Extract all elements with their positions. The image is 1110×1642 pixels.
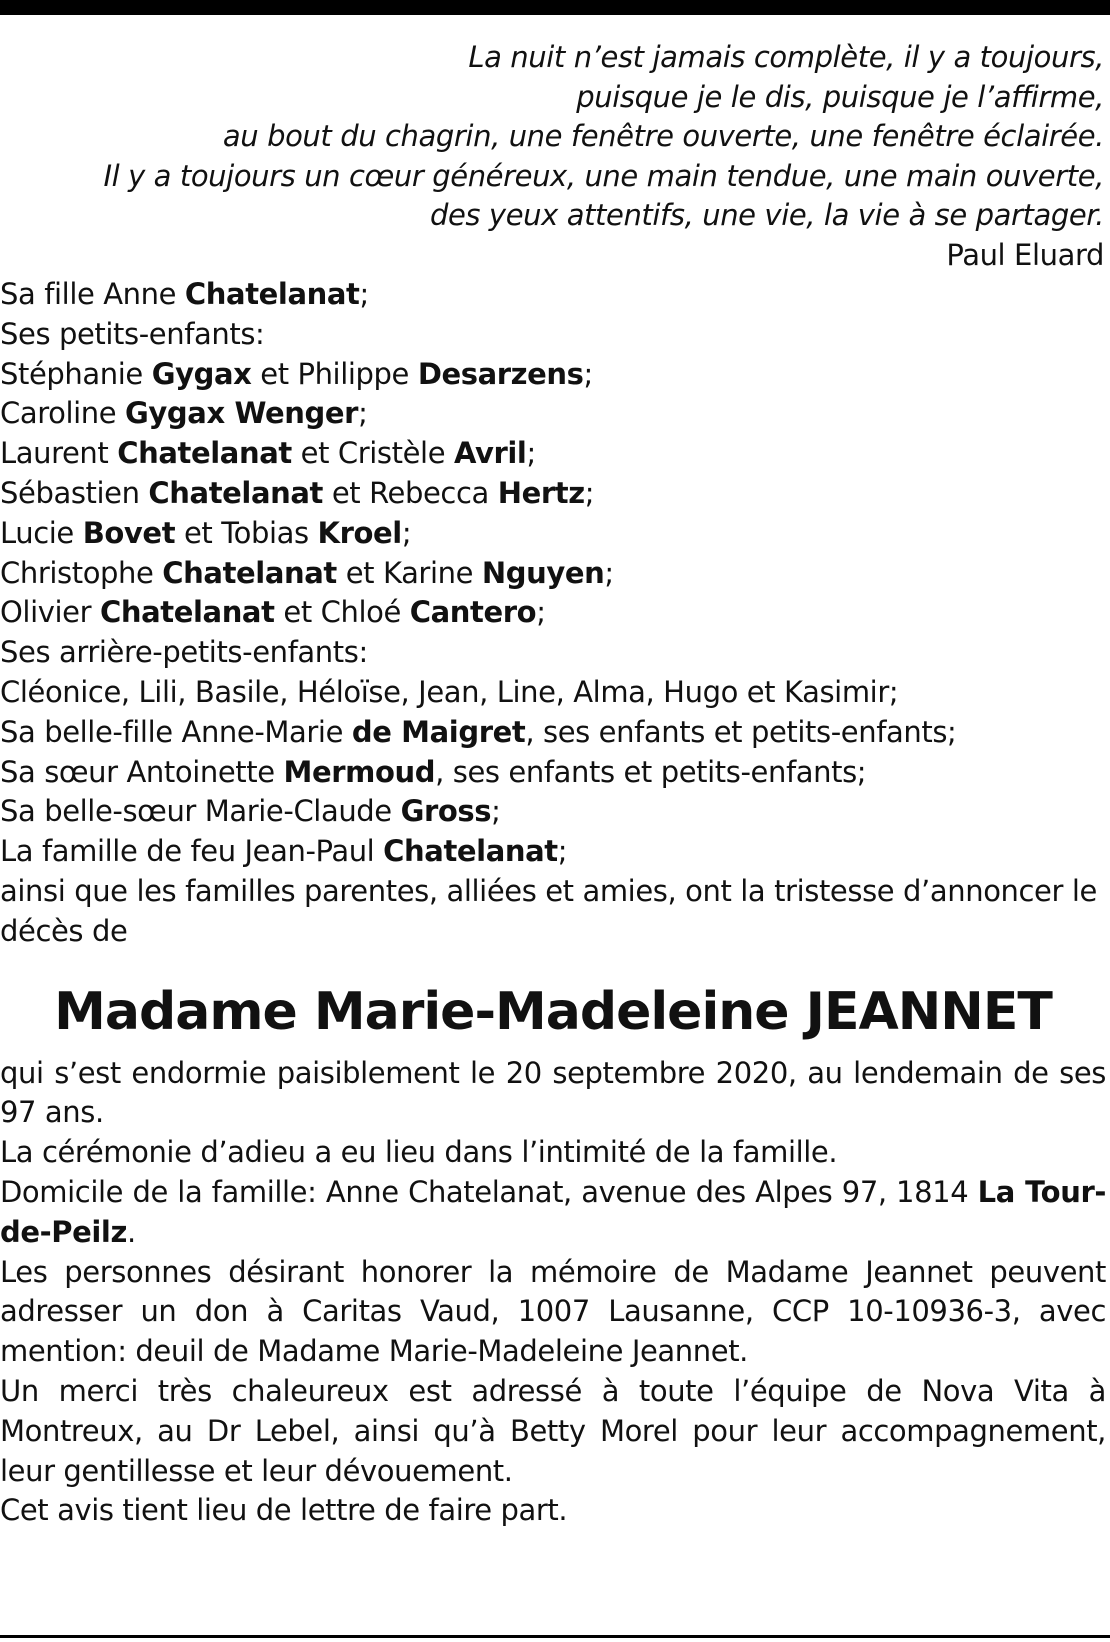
family-text: Sa fille Anne bbox=[0, 277, 185, 311]
family-surname: Gross bbox=[400, 794, 492, 829]
family-text: Laurent bbox=[0, 436, 118, 471]
family-text: , ses enfants et petits-enfants; bbox=[435, 754, 867, 789]
family-surname: Avril bbox=[453, 436, 527, 471]
family-text: , ses enfants et petits-enfants; bbox=[525, 714, 957, 749]
family-line-daughter bbox=[0, 275, 1106, 315]
great-grandchildren-list: Cléonice, Lili, Basile, Héloïse, Jean, Line, Alma, Hugo et Kasimir; bbox=[0, 674, 899, 709]
obituary-notice bbox=[0, 38, 1106, 1531]
family-surname: Bovet bbox=[82, 515, 176, 550]
relative-line bbox=[0, 753, 1106, 793]
domicile-end: . bbox=[126, 1214, 136, 1249]
thanks-text: Un merci très chaleureux est adressé à toute l’équipe de Nova Vita à Montreux, au Dr Lebel, ainsi qu’à Betty Morel pour leur accompagnement, leur gentillesse et leur dévouement. bbox=[0, 1373, 1106, 1488]
grandchild-line bbox=[0, 593, 1106, 633]
family-list bbox=[0, 275, 1106, 952]
family-text: et Cristèle bbox=[291, 436, 454, 471]
grandchild-line bbox=[0, 474, 1106, 514]
family-text: Sa belle-fille Anne-Marie bbox=[0, 714, 352, 749]
grandchildren-heading: Ses petits-enfants: bbox=[0, 316, 265, 351]
family-text: Sébastien bbox=[0, 475, 149, 510]
family-text: Caroline bbox=[0, 396, 126, 431]
grandchild-line bbox=[0, 355, 1106, 395]
grandchild-line bbox=[0, 394, 1106, 434]
poem-author: Paul Eluard bbox=[946, 237, 1104, 272]
deceased-name: Madame Marie-Madeleine JEANNET bbox=[54, 981, 1052, 1042]
bottom-rule bbox=[0, 1635, 1110, 1638]
donation-text: Les personnes désirant honorer la mémoire de Madame Jeannet peuvent adresser un don à Caritas Vaud, 1007 Lausanne, CCP 10-10936-3, avec mention: deuil de Madame Marie-Madeleine Jeannet. bbox=[0, 1254, 1106, 1369]
family-text: Christophe bbox=[0, 555, 163, 590]
family-surname: de Maigret bbox=[351, 714, 526, 749]
family-text: et Chloé bbox=[274, 595, 410, 630]
family-surname: Chatelanat bbox=[383, 834, 558, 869]
family-text: Lucie bbox=[0, 515, 83, 550]
death-text: qui s’est endormie paisiblement le 20 septembre 2020, au lendemain de ses 97 ans. bbox=[0, 1055, 1106, 1130]
family-text: et Tobias bbox=[175, 515, 318, 550]
family-surname: Nguyen bbox=[481, 555, 605, 590]
family-text: ; bbox=[491, 794, 501, 829]
poem-line: puisque je le dis, puisque je l’affirme, bbox=[576, 79, 1104, 114]
domicile-text bbox=[0, 1173, 1106, 1253]
family-surname: Gygax bbox=[151, 356, 252, 391]
family-surname: Chatelanat bbox=[99, 595, 275, 630]
family-text: et Philippe bbox=[251, 356, 418, 391]
domicile-address: Domicile de la famille: Anne Chatelanat, avenue des Alpes 97, 1814 bbox=[0, 1174, 978, 1209]
poem-quote bbox=[0, 38, 1106, 275]
family-text: ; bbox=[583, 356, 593, 391]
family-text: ; bbox=[536, 595, 546, 630]
grandchild-line bbox=[0, 514, 1106, 554]
ceremony-text: La cérémonie d’adieu a eu lieu dans l’intimité de la famille. bbox=[0, 1135, 838, 1170]
family-surname: Chatelanat bbox=[162, 555, 337, 590]
announcement-text: ainsi que les familles parentes, alliées et amies, ont la tristesse d’annoncer le décès de bbox=[0, 873, 1097, 948]
family-text: et Rebecca bbox=[323, 475, 498, 510]
grandchild-line bbox=[0, 554, 1106, 594]
great-grandchildren-heading: Ses arrière-petits-enfants: bbox=[0, 635, 368, 670]
family-text: La famille de feu Jean-Paul bbox=[0, 834, 384, 869]
notice-details bbox=[0, 1054, 1106, 1532]
family-text: ; bbox=[401, 515, 412, 550]
grandchild-line bbox=[0, 434, 1106, 474]
family-text: ; bbox=[358, 396, 368, 431]
family-surname: Gygax Wenger bbox=[125, 396, 359, 431]
family-surname: Desarzens bbox=[417, 356, 584, 391]
top-rule bbox=[0, 0, 1110, 15]
family-surname: Chatelanat bbox=[184, 277, 360, 311]
closing-text: Cet avis tient lieu de lettre de faire part. bbox=[0, 1493, 568, 1528]
family-text: ; bbox=[557, 834, 568, 869]
family-text: ; bbox=[584, 475, 595, 510]
family-text: Sa sœur Antoinette bbox=[0, 754, 284, 789]
family-text: Olivier bbox=[0, 595, 100, 630]
domicile-place: La Tour-de-Peilz bbox=[0, 1174, 1106, 1249]
family-text: Stéphanie bbox=[0, 356, 152, 391]
family-surname: Chatelanat bbox=[117, 436, 292, 471]
family-surname: Kroel bbox=[317, 515, 402, 550]
family-text: ; bbox=[359, 277, 369, 311]
family-text: ; bbox=[604, 555, 614, 590]
poem-line: au bout du chagrin, une fenêtre ouverte, une fenêtre éclairée. bbox=[222, 119, 1104, 153]
family-surname: Mermoud bbox=[283, 754, 436, 789]
family-surname: Hertz bbox=[497, 475, 585, 510]
family-surname: Cantero bbox=[409, 595, 537, 630]
relative-line bbox=[0, 832, 1106, 872]
family-text: ; bbox=[526, 436, 536, 471]
relative-line bbox=[0, 792, 1106, 832]
family-text: Sa belle-sœur Marie-Claude bbox=[0, 794, 401, 829]
family-text: et Karine bbox=[336, 555, 482, 590]
poem-line: des yeux attentifs, une vie, la vie à se partager. bbox=[429, 198, 1104, 232]
poem-line: La nuit n’est jamais complète, il y a toujours, bbox=[468, 40, 1104, 74]
relative-line bbox=[0, 713, 1106, 753]
family-surname: Chatelanat bbox=[148, 475, 324, 510]
poem-line: Il y a toujours un cœur généreux, une main tendue, une main ouverte, bbox=[103, 158, 1104, 193]
